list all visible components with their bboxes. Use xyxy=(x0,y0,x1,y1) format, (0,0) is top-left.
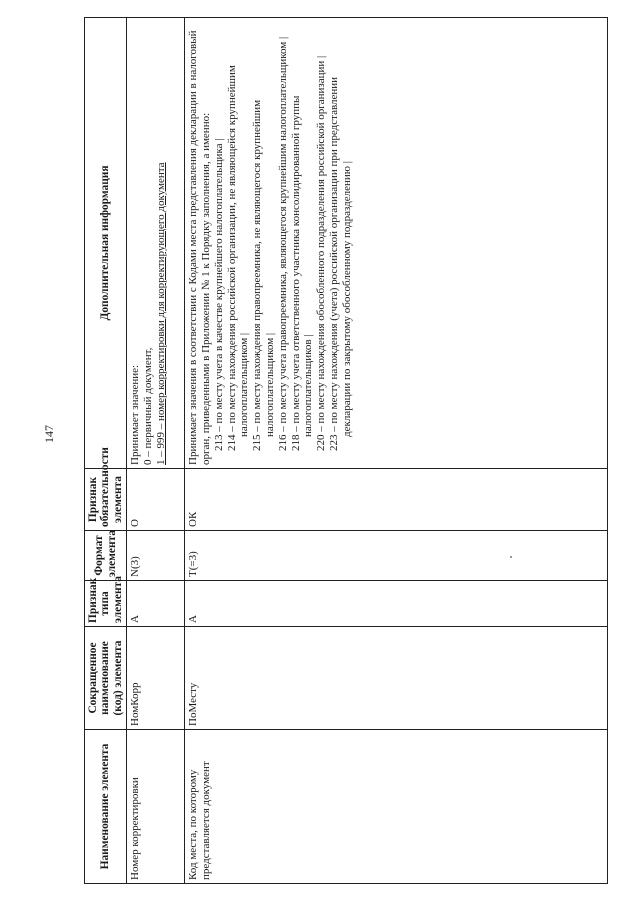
info-option: 223 – по месту нахождения (учета) российской организации при представлении декларации по закрытому обособленному подразделению | xyxy=(327,76,353,451)
header-element-required: Признак обязательности элемента xyxy=(85,469,127,531)
cell-code: НомКорр xyxy=(127,627,185,730)
info-option: 215 – по месту нахождения правопреемника, не являющегося крупнейшим налогоплательщиком | xyxy=(251,99,276,451)
table-row xyxy=(127,18,185,884)
cell-type: А xyxy=(185,581,608,627)
cell-format: N(3) xyxy=(127,531,185,581)
element-spec-table xyxy=(84,17,608,884)
info-option: 214 – по месту нахождения российской организации, не являющейся крупнейшим налогоплательщиком | xyxy=(225,65,251,451)
table-header-row xyxy=(85,18,127,884)
info-list xyxy=(187,21,353,465)
cell-info xyxy=(127,18,185,469)
header-element-code: Сокращенное наименование (код) элемента xyxy=(85,627,127,730)
info-list xyxy=(129,21,167,465)
cell-info xyxy=(185,18,608,469)
info-line: Принимает значение: xyxy=(129,364,142,465)
cell-format: T(=3) xyxy=(185,531,608,581)
header-element-name: Наименование элемента xyxy=(85,730,127,884)
page-number: 147 xyxy=(42,425,56,443)
header-element-format: Формат элемента xyxy=(85,531,127,581)
cell-name: Номер корректировки xyxy=(127,730,185,884)
table-row xyxy=(185,18,608,884)
rotated-table-content xyxy=(84,18,608,884)
rotated-table-wrapper xyxy=(84,18,608,884)
header-element-type: Признак типа элемента xyxy=(85,581,127,627)
cell-required: ОК xyxy=(185,469,608,531)
cell-name: Код места, по которому представляется документ xyxy=(185,730,608,884)
info-option: 216 – по месту учета правопреемника, являющегося крупнейшим налогоплательщиком | xyxy=(276,36,289,451)
info-line: 0 – первичный документ, xyxy=(142,347,155,465)
cell-required: О xyxy=(127,469,185,531)
info-intro: Принимает значения в соответствии с Кодами места представления декларации в налоговый орган, приведенными в Приложении № 1 к Порядку заполнения, а именно: xyxy=(187,30,213,465)
cell-type: А xyxy=(127,581,185,627)
info-option: 213 – по месту учета в качестве крупнейшего налогоплательщика | xyxy=(212,138,225,451)
info-option: 220 – по месту нахождения обособленного подразделения российской организации | xyxy=(315,55,328,451)
info-option: 218 – по месту учета ответственного участника консолидированной группы налогоплательщиков | xyxy=(289,95,315,451)
cell-code: ПоМесту xyxy=(185,627,608,730)
header-additional-info: Дополнительная информация xyxy=(85,18,127,469)
scan-speck xyxy=(510,556,512,558)
info-line: 1 – 999 – номер корректировки для корректирующего документа xyxy=(154,162,167,465)
